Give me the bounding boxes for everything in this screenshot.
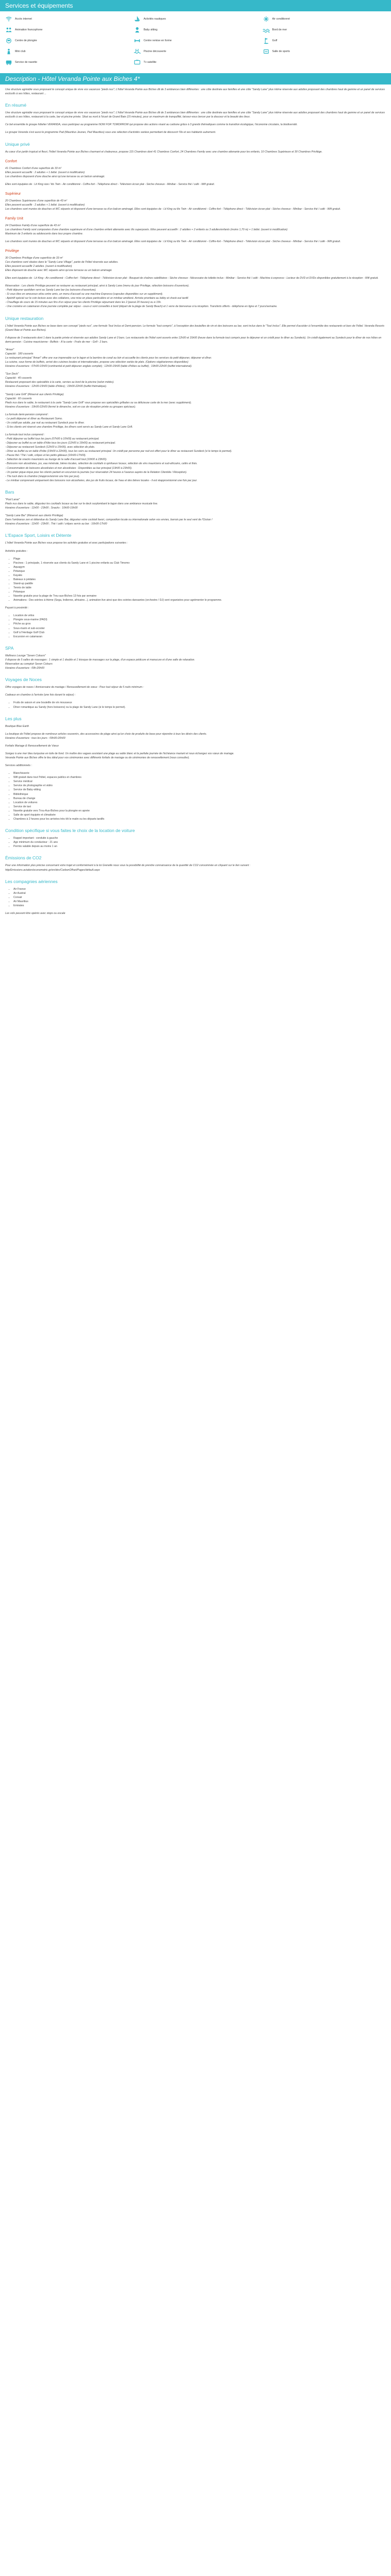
wave-icon (263, 26, 270, 33)
list-item: • Service de taxi (13, 805, 386, 809)
list-item: • Pêche au gros (13, 622, 386, 626)
service-label: Activités nautiques (143, 17, 166, 21)
section-heading: Bars (5, 489, 14, 495)
bullet-list (5, 887, 386, 908)
service-label: Accès internet (15, 17, 32, 21)
description-body (0, 84, 391, 916)
paragraph: L'hôtel Veranda Pointe aux Biches se base dans son concept "pieds nus", une formule Tout Inclus et Demi-pension. Le formule "tout compris", à l'exception des bouteilles de vin et des boissons au bar, sont inclus dans le "Tout Inclus". Elle permet d'accéder à l'ensemble des restaurants et bars de l'hôtel. Veranda Resorts (Grand Baie et Pointe aux Biches). (5, 324, 384, 332)
snowflake-icon (263, 15, 270, 23)
list-item: • Pétanque (13, 569, 386, 573)
tv-icon (134, 59, 141, 66)
service-item (134, 59, 257, 66)
paragraph: Réservation : Les clients Privilège peuvent se restaurer au restaurant principal, ainsi à Sandy Lane (menu du jour Privilège, sélection boissons d'ouverture). - Petit déjeuner quotidien servi au Sandy Lane bar (ou boissons d'ouverture). - Si vous êtes en amoureux et/ou entre amis, un menu d'accueil ou une machine Expresso (capsules disponibles sur un supplément). - Apéritif spécial sur le coin lecture avec des collations, une mise en place particulière et un minibar amélioré. Arrivée prioritaire au lobby et check-out tardif. - Chauffage de cours de 15 minutes aux fins d'un séjour pour les clients Privilège séjournant dans les 2 (passé 20 heures) ou à 15h. - Une croisière en catamaran d'une journée complète par séjour - ceux-ci sont conseillés à bord (départ de la plage de Sandy Beach) et 1 verre de bienvenue à la réception. Transferts offerts - téléphone en ligne et 7 jours/semaine. (5, 284, 278, 309)
paragraph: Elles sont équipées de : Lit King size / lits Twin - Air conditionné - Coffre-fort - Téléphone direct - Télévision écran plat - Sèche cheveux - Minibar - Service thé / café - Wifi gratuit. (5, 182, 215, 186)
section-heading: L'Espace Sport, Loisirs et Détente (5, 533, 72, 538)
paragraph: Les vols peuvent être opérés avec stops ou escale (5, 912, 66, 916)
service-item (134, 37, 257, 44)
people-icon (5, 26, 12, 33)
section-heading: Émissions de CO2 (5, 855, 42, 861)
paragraph: Ce bel ensemble le groupe hôtelier VERANDA, vous participez au programme NOW FOR TOMORROW qui propose des actions visant au carbone grâce à 3 grands thématiques comme la transition écologique, l'économie circulaire, la biodiversité. (5, 123, 298, 127)
list-item: • Navette gratuite pour la plage de Trou-aux-Biches 13 fois par semaine (13, 594, 386, 598)
paragraph: Offre voyages de noces / Anniversaire de mariage / Renouvellement de vœux : Pour tout séjour de 5 nuits minimum : (5, 686, 144, 689)
subsection-heading: Privilège (5, 249, 19, 253)
services-section (0, 11, 391, 66)
service-label: Bord de mer (272, 28, 287, 31)
pool-icon (134, 48, 141, 55)
paragraph: Il dispose de 3 restaurants dont 1 dans la partie privée et réservée aux adultes Sandy Lane et 3 bars. Les restaurants de l'hôtel sont ouverts entre 12h00 et 15h00 (heure dans la formule tout compris pour le déjeuner et un crédit pour le dîner au Sundeck). Un crédit également au Sundeck pour le dîner de nos hôtes en demi-pension : Cuisine mauricienne - Buffets - À la carte - Fruits de mer - Grill - 2 bars. (5, 336, 382, 344)
bullet-list (5, 614, 386, 638)
paragraph: Une structure agréable vous proposant le concept unique de vivre vos vacances "pieds nus"; L'hôtel Veranda Pointe aux Biches dit de 3 ambiances bien différentes : une côte destinée aux familles et une côte "Sandy Lane" plus intime réservée aux adultes proposant des chambres haut de gamme et un panel de services exclusifs à ses hôtes, restaurant à la carte, bar et piscine privée. Situé au nord à l'écart de Grand Baie (15 minutes), pour un maximum de tranquillité, laissez-vous bercer par la douceur et la beauté des lieux. (5, 111, 385, 119)
kids-icon (5, 48, 12, 55)
paragraph: Activités gratuites : (5, 549, 28, 553)
paragraph: 24 Chambres Family d'une superficie de 43 m² Les chambres Family sont composées d'une chambre supérieure et d'une chambre enfant attenante avec lits superposés. Elles peuvent accueillir : 2 adultes + 2 enfants ou 3 adultes/enfants (moins 1,70 m) + 1 bébé. (ouvert à modification) Maximum de 3 enfants ou adolescents dans leur propre chambre. (5, 224, 288, 235)
list-item: • Bateaux à pédales (13, 578, 386, 582)
baby-icon (134, 26, 141, 33)
list-item: • Service de photographie et vidéo (13, 784, 386, 788)
paragraph: Les chambres sont munies de douches et WC séparés et disposent d'une terrasse ou d'un balcon aménagé. Elles sont équipées de : Lit King ou lits Twin - Air conditionné - Coffre-fort - Téléphone direct - Télévision écran plat - Sèche cheveux - Minibar - Service thé / café - Wifi gratuit. (5, 240, 341, 243)
service-label: Animation francophone (15, 28, 43, 31)
paragraph: Services additionnels : (5, 764, 32, 768)
list-item: • Navette gratuite vers Trou-Aux-Biches pour la plongée en apnée (13, 809, 386, 813)
subsection-heading: Supérieur (5, 192, 21, 196)
paragraph: L'hôtel Veranda Pointe aux Biches vous propose les activités gratuites et avec participations suivantes : (5, 541, 128, 545)
list-item: • Air Austral (13, 891, 386, 895)
list-item: • Service médical (13, 779, 386, 784)
list-item: • Plage (13, 557, 386, 561)
service-item (263, 48, 386, 55)
list-item: • Blanchisserie (13, 771, 386, 775)
paragraph: Cadeaux en chambre à l'arrivée (une fois durant le séjour) : (5, 693, 76, 697)
bullet-list (5, 771, 386, 821)
service-label: Baby sitting (143, 28, 158, 31)
list-item: • Permis valable depuis au moins 1 an (13, 844, 386, 849)
paragraph: Songez à une mer bleu turquoise en toile de fond. Un maître des vagues assistant une plage au sable blanc et la parfaite journée de l'échéance mariant et nous échangez vos vœux de mariage. Veranda Pointe aux Biches offre le lieu idéal pour vos cérémonies avec différents forfaits de mariage ou de cérémonies de renouvellement (nous consulter). (5, 752, 234, 760)
service-item (263, 26, 386, 33)
service-item (5, 48, 128, 55)
gym-icon (263, 48, 270, 55)
service-item (5, 59, 128, 66)
list-item: • Salle de sport équipée et climatisée (13, 813, 386, 817)
subsection-heading: Family Unit (5, 216, 24, 221)
list-item: • Chambres à 2 heures pour les arrivées très tôt le matin ou les départs tardifs (13, 817, 386, 821)
list-item: • Tennis de table (13, 586, 386, 590)
paragraph: "Sandy Lane Grill" (Réservé aux clients Privilège) Capacité : 60 couverts Pieds nus dans le sable, le restaurant à la carte "Sandy Lane Grill" vous propose ses spécialités grillades ou sa délicieuse carte de la mer (avec supplément). Horaires d'ouverture : 19h00-22h00 (fermé le dimanche, soit en cas de réception privée ou groupes spéciaux). (5, 393, 192, 409)
list-item: • Service de Baby-sitting (13, 788, 386, 792)
list-item: • Corsair (13, 895, 386, 900)
section-heading: SPA (5, 645, 14, 651)
list-item: • Air Mauritius (13, 900, 386, 904)
list-item: • Plongée sous-marine (PADI) (13, 618, 386, 622)
paragraph: "Sandy Lane Bar" (Réservé aux clients Privilège) Dans l'ambiance zen et détendue du Sandy Lane Bar, dégustez votre cocktail favori, composition locale ou internationale selon vos envies, barrois par le seul vent de l'Océan ! Horaires d'ouverture : 11h00 - 23h00 ; Thé / café / crêpes servis au bar : 16h00-17h00 (5, 514, 213, 526)
services-grid (5, 15, 386, 66)
list-item: • Fruits de saison et une bouteille de vin mousseux (13, 701, 386, 705)
list-item: • Dîner romantique au Sandy (hors boissons) ou la plage de Sandy Lane (si le temps le permet). (13, 705, 386, 709)
service-label: Service de navette (15, 60, 37, 64)
services-header: Services et équipements (0, 0, 391, 11)
service-item (5, 26, 128, 33)
paragraph: 20 Chambres Supérieures d'une superficie de 43 m² Elles peuvent accueillir : 2 adultes + 1 bébé. (ouvert à modification) Les chambres sont munies de douches et WC séparés et disposent d'une terrasse ou d'un balcon aménagé. Elles sont équipées de : Lit King ou lits Twin - Air conditionné - Coffre-fort - Téléphone direct - Télévision écran plat - Sèche cheveux - Minibar - Service thé / café - Wifi gratuit. (5, 199, 341, 211)
section-heading: Unique restauration (5, 315, 44, 321)
service-label: Golf (272, 39, 278, 42)
service-item (134, 26, 257, 33)
section-heading: Unique privé (5, 141, 30, 147)
section-heading: Condition spécifique si vous faites le choix de la location de voiture (5, 827, 135, 833)
boat-icon (134, 15, 141, 23)
bullet-list (5, 557, 386, 603)
paragraph: Payant à proximité : (5, 606, 29, 610)
diver-icon (5, 37, 12, 44)
paragraph: Boutique Blue Earth (5, 724, 29, 728)
section-heading: Voyages de Noces (5, 677, 42, 683)
paragraph: 41 Chambres Confort d'une superficie de 33 m² Elles peuvent accueillir : 2 adultes + 1 bébé. (ouvert à modification) Les chambres disposent d'une douche ainsi qu'une terrasse ou un balcon aménagé. (5, 166, 105, 178)
service-label: Centre de plongée (15, 39, 37, 42)
paragraph: "Amari" Capacité : 180 couverts Le restaurant principal "Amari" offre une vue imprenable sur le lagon et la barrière de corail au loin et accueille les clients pour les services du petit déjeuner, déjeuner et dîner. La cuisine, sous forme de buffets, arrivé des cuisines locales et internationales, propose une sélection variée de plats. (Options végétariennes disponibles) Horaires d'ouverture : 07h00-10h00 (continental et petit déjeuner anglais complet) ; 12h00-15h00 (table d'hôtes ou buffet) ; 19h00-22h00 (buffet international). (5, 348, 212, 368)
paragraph: 30 Chambres Privilège d'une superficie de 33 m² Ces chambres sont situées dans le "Sandy Lane Village", partie de l'hôtel réservée aux adultes. Elles peuvent accueillir 2 adultes. (ouvert à modification) Elles disposent de douche avec WC séparés ainsi qu'une terrasse ou un balcon aménagé. (5, 256, 119, 273)
paragraph: Au cœur d'un jardin tropical et fleuri, l'hôtel Veranda Pointe aux Biches charmant et chaleureux, propose 115 Chambres dont 41 Chambres Confort, 24 Chambres Family avec une chambre attenante pour les enfants, 10 Chambres Supérieure et 30 Chambres Privilège. (5, 150, 323, 154)
paragraph: Elles sont équipées de : Lit King - Air conditionné - Coffre-fort - Téléphone direct - Télévision écran plat - Bouquet de chaînes satellitaires - Sèche cheveux - Nécessaire de toilette inclus - Minibar - Service thé / café - Machine à expresso - Lecteur de DVD et DVDs disponibles gratuitement à la réception - Wifi gratuit. (5, 277, 379, 280)
list-item: • Excursion en catamaran (13, 635, 386, 639)
bullet-list (5, 701, 386, 709)
dumbbell-icon (134, 37, 141, 44)
list-item: • Bibliothèque (13, 792, 386, 796)
list-item: • Age minimum du conducteur : 21 ans (13, 840, 386, 844)
service-label: Piscine découverte (143, 49, 167, 53)
list-item: • Stand-up paddle (13, 582, 386, 586)
wifi-icon (5, 15, 12, 23)
paragraph: La boutique de l'hôtel propose de nombreux articles souvenirs, des accessoires de plage ainsi qu'un choix de produits de base pour répondre à tous les désirs des clients. Horaires d'ouverture : tous les jours : 09h00-20h00 (5, 732, 207, 740)
paragraph: Wellness Lounge "Seven Colours" Il dispose de 5 salles de massages : 1 simple et 1 double et 1 kiosque de massages sur la plage, d'un espace pédicure et manucure et d'une salle de relaxation. Réservation au comptoir Seven Colours Horaires d'ouverture : 09h-20h00 (5, 654, 195, 670)
service-item (134, 15, 257, 23)
list-item: • Pétanque (13, 590, 386, 594)
paragraph: "Sun Deck" Capacité : 40 couverts Restaurant proposant des spécialités à la carte, servies au bord de la piscine (selon météo). Horaires d'ouverture : 12h00-15h00 (table d'hôtes) ; 19h00-22h00 (buffet thématique). (5, 372, 115, 388)
paragraph: Le groupe Veranda s'est aussi le programme Pad (Mauritius Jeunes, Pad Mauritius) sous une sélection d'activités variées permettant de découvrir l'île et ses habitants autrement. (5, 131, 216, 134)
list-item: • Kayaks (13, 573, 386, 578)
list-item: • Location de voitures (13, 801, 386, 805)
intro-paragraph: Une structure agréable vous proposant le concept unique de vivre vos vacances "pieds nus"; L'hôtel Veranda Pointe aux Biches dit de 3 ambiances bien différentes : une côte destinée aux familles et une côte "Sandy Lane" plus intime réservée aux adultes proposant des chambres haut de gamme et un panel de services exclusifs à ses hôtes, restaurant ... (5, 88, 385, 96)
service-item (263, 15, 386, 23)
section-heading: Les compagnies aériennes (5, 878, 58, 884)
service-label: Centre remise en forme (143, 39, 172, 42)
paragraph: "Pool Lanai" Pieds nus dans le sable, dégustez les cocktails locaux au bar sur le deck surplombant le lagon dans une ambiance musicale live. Horaires d'ouverture : 11h00 - 23h00 ; Snacks : 10h00-19h00 (5, 498, 158, 510)
bullet-list (5, 836, 386, 849)
section-heading: Les plus (5, 716, 22, 721)
list-item: • Location de vélos (13, 614, 386, 618)
paragraph: Forfaits Mariage & Renouvellement de Vœux (5, 744, 59, 748)
service-label: Salle de sports (272, 49, 290, 53)
list-item: • Emirates (13, 904, 386, 908)
paragraph: Pour une information plus précise concernant votre trajet et conformément à la loi Grenelle nous vous la possibilité de prendre connaissance de la quantité de CO2 consommée en cliquant sur le lien suivant : http/Emissions.aviation/econometric.gr/en/dev/CarbonOffset/Pages/default.aspx (5, 864, 251, 872)
service-item (5, 37, 128, 44)
list-item: • Rappel important : conduite à gauche (13, 836, 386, 840)
list-item: • Golf à l'Heritage Golf Club (13, 631, 386, 635)
section-heading: En résumé (5, 103, 27, 108)
shuttle-icon (5, 59, 12, 66)
service-label: Tv satellite (143, 60, 157, 64)
paragraph: La formule demi-pension comprend : - Le petit déjeuner et dîner au Restaurant Somo. - Un crédit par adulte, par nuit au restaurant Sundeck pour le dîner. - Si les clients ont réservé une chambre Privilège, les dîners sont servis au Sandy Lane et Sandy Lane Grill. (5, 413, 133, 429)
service-item (5, 15, 128, 23)
description-header: Description - Hôtel Veranda Pointe aux Biches 4* (0, 73, 391, 84)
list-item: • Piscines : 1 principale, 1 réservée aux clients du Sandy Lane et 1 piscine enfants au Club Timomo (13, 561, 386, 565)
list-item: • Bureau de change (13, 796, 386, 801)
list-item: • Sous-marin et sub-scooter (13, 626, 386, 631)
list-item: • Wifi gratuit dans tout l'hôtel, espaces publics et chambres (13, 775, 386, 779)
subsection-heading: Confort (5, 159, 17, 163)
service-item (263, 37, 386, 44)
list-item: • Aquagym (13, 565, 386, 569)
service-item (134, 48, 257, 55)
list-item: • Air France (13, 887, 386, 891)
service-label: Mini club (15, 49, 26, 53)
list-item: • Animations : Des soirées à thème (Sega, Indienne, africaine...), animation live ainsi que des soirées dansantes (orchestre / DJ) sont organisées pour agrémenter le programme. (13, 598, 386, 602)
golf-icon (263, 37, 270, 44)
paragraph: La formule tout inclus comprend : - Petit déjeuner au buffet tous les jours (07h00 à 10h00) au restaurant principal. - Déjeuner au buffet ou en table d'hôte tous les jours (12h00 à 15h00) au restaurant principal. - Déjeuner au restaurant Sundeck (12h00 à 15h00), avec sélection de plats. - Dîner au buffet ou en table d'hôte (19h00 à 22h00), tous les soirs au restaurant principal. Un crédit par personne par nuit est offert pour le dîner au restaurant Sundeck (si le temps le permet). - Pause thé / Thé / café, crêpes et les petits gâteaux (16h00-17h00). - Sélection de snacks mauriciens au lounge de la salle d'accueil tout (10h00 à 23h00). - Boissons non alcoolisées, jus, eau minérale, bières locales, sélection de cocktails à spiritueux locaux, sélection de vins mauriciens et sud-africains, cafés et thés. - Consommation de boissons alcoolisées et non alcoolisées : Disponibles au bar principal (13h00 à 23h00). - Un panier pique-nique pour les clients partant en excursion la journée (sur réservation 24 heures à l'avance auprès de la Relation Clientèle / Réception). - The tuck dans la chambre (réapprovisionné une fois par jour). - Le minibar comprenant uniquement des boissons non alcoolisées, des jus de fruits locaux, de l'eau et des bières locales - il est réapprovisionné une fois par jour. (5, 433, 232, 482)
service-label: Air conditionné (272, 17, 290, 21)
